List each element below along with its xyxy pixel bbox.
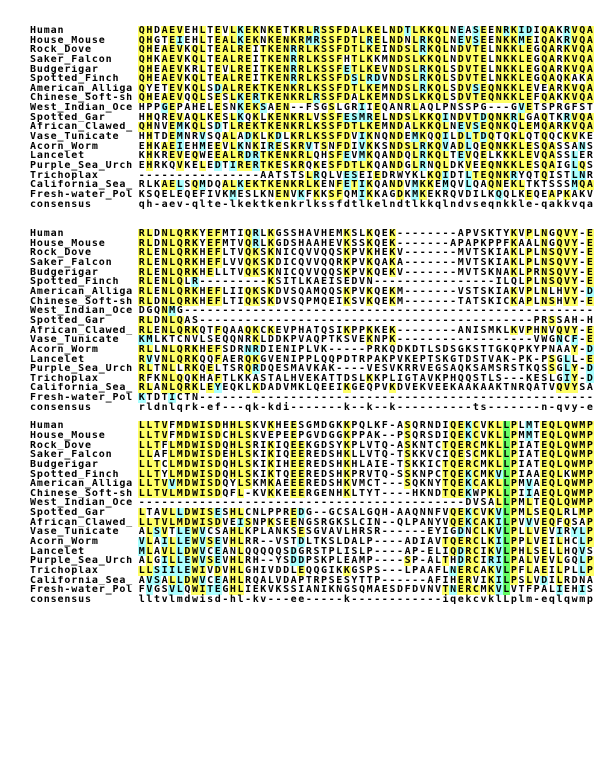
consensus-label: consensus	[30, 594, 92, 605]
species-label: Acorn_Worm	[30, 344, 99, 355]
species-label: Chinese_Soft-sh	[30, 296, 134, 307]
species-label: Spotted_Finch	[30, 74, 120, 84]
sequence: l l t v l m d w i s d - h l - k v - - - e e - - - - - k - - - - - - - - - - - - i q e k c v k l L p l m - e q l q w m p	[138, 593, 593, 605]
sequence: Q H E A E V K Q L T E A L R E I T K E N R R L K S S F D T L K E I N D S L R K Q L N D V T E L N K K L E G Q A R K V Q A	[138, 44, 593, 56]
alignment-block-1	[30, 26, 594, 209]
species-label: California_Sea_	[30, 383, 134, 394]
sequence: R L E N L Q R K H E F L V V Q K S K D I C Q V V Q Q R K P V K Q A K A - - - - - - - M V T S K I A K L P L N S Q V Y - E	[138, 257, 593, 269]
species-label: Chinese_Soft-sh	[30, 488, 134, 499]
sequence: L T A V L L D W I S E S H L C N L P P R E D G - - G C S A L G Q H - A A Q N N F V Q E K C V K V L P M L S E Q L R L M P	[138, 507, 593, 519]
species-label: Fresh-water_Pol	[30, 393, 134, 403]
sequence: V L A I L L E W V S E V H L R R - - V S T D L T K S L D A L P - - - - A D I A V T Q E R C L K I L P P L V E I L H C L P	[138, 536, 593, 548]
species-label: Purple_Sea_Urch	[30, 160, 134, 171]
sequence: R L L N L Q R K H E F S D R N R D I E N I P L V K - - - - - P R K Q D K D T L S D S G K S T T G K Q P K Y P N A A Y - D	[138, 343, 593, 355]
species-label: Budgerigar	[30, 267, 99, 278]
sequence: A V S A L L D W V C E A H L R Q A L V D A P T R P S E S Y T T P - - - - - - A F I H E R V I K I L P S L V D I L R D N A	[138, 574, 593, 586]
sequence: Q H E A E V K R L T E V L R E I T K E N R R L K S S F E T L K E V N D S L R K Q L S D V T E L N K K L E G Q A R K V Q A	[138, 63, 593, 75]
sequence: R L E N L Q R K H E F L T V Q K S K N I C Q V V Q Q S K P V K H E K V - - - - - - - M V T S K I A K L P L N S Q V Y - E	[138, 247, 593, 259]
sequence: D G Q N M G - - - - - - - - - - - - - - - - - - - - - - - - - - - - - - - - - - - - - - - - - - - - - - - - - - - - - -	[138, 305, 593, 317]
consensus-label: consensus	[30, 199, 92, 210]
sequence: R L T N L L R K Q E L T S R Q R D Q E S M A V K A K - - - - V E S V K R R V E G S A Q K S A M S R S T K Q S S G L Y - D	[138, 363, 593, 375]
sequence: L L S I I L E W I V D V H L G H I V D D L E Q Q G I K K G S P S - - - L P A A F L N E R C A K V L P F L A E I L P L L P	[138, 564, 593, 576]
species-label: Rock_Dove	[30, 248, 92, 259]
sequence: Q H E A E V Q Q L S E S L K E R T K E N K R L R S S F D A L K E M N D S L K K Q L S D V T E Q N K K L E F Q A K K V Q A	[138, 92, 593, 104]
consensus-row	[30, 595, 594, 605]
sequence: - - - - - - - - - - - - - - - - A A T S T S L R Q L V E S E I E D R W Y K L K Q I D T L T E Q N K R Y Q T Q I S T L N R	[138, 169, 593, 181]
species-label: West_Indian_Oce	[30, 498, 134, 509]
sequence: Q H D A E V E H L T E V L K E K N K E T K R L R S S F D A L K E L N D T L K K Q L N E A S E E N R K I D I Q A K R V Q A	[138, 25, 593, 36]
species-label: House_Mouse	[30, 430, 106, 441]
sequence: F V G S V L Q W I T E G H L I E K V K S S I A N I K N G S Q M A E S D F D V N V T N E R C M K V L V T F P A L I E H I S	[138, 584, 593, 596]
species-label: Acorn_Worm	[30, 537, 99, 547]
alignment-block-2	[30, 229, 594, 412]
alignment-block-3	[30, 421, 594, 604]
sequence: Q H K A E V K Q L T E A L R E I T K E N R R L K S S F H T L K K M N D S L K K Q L N D V T E L N K K L E G Q A R K V Q A	[138, 53, 593, 65]
species-label: Purple_Sea_Urch	[30, 556, 134, 566]
sequence: E H R K Q V K E L E D T I R E R T K E S K R Q K E S F D T L K Q A N D G L R N Q L D K V E E Q N K K L E S Q A I G L Q S	[138, 159, 593, 171]
sequence: L L T V L M D W I S D V E I S N P K S E E N G S R G K S L C I N - - Q L P A N Y V Q E K C A K I L P V V V E Q F Q S A P	[138, 516, 593, 528]
species-label: Lancelet	[30, 151, 85, 161]
species-label: Saker_Falcon	[30, 54, 113, 65]
sequence: M L A V L L D W V C E A N L Q Q Q Q Q S D G R S T P L I S L P - - - - A P - E L I Q D R C I K V L P H L S E L L H Q V S	[138, 545, 593, 557]
species-label: Lancelet	[30, 354, 85, 365]
sequence: R L D N L Q R K H E F L T I Q K S K D V S Q P M Q E I K S V K Q E K M - - - - - - - T A T S K I C K A P L N S H V Y - E	[138, 295, 593, 307]
species-label: African_Clawed_	[30, 122, 134, 133]
sequence: H H T D E M N R V S Q A L A D K L K D L K R L K S S F D V I K N Q N D E M K Q Q I L D L T D Q T Q K L Q T Q Q C K V K E	[138, 131, 593, 143]
sequence: L L T V V M D W I S D Q Y L S K M K A E E E R E D S H K V M C T - - - S Q K N Y T Q E K C A K L L P M V A E Q L Q W M P	[138, 478, 593, 490]
sequence: R V V N L Q R K Q Q F A E R Q K G V E N I P P L Q Q P D T R P A K P V K E P T S K G T D S T V A K - P K - P S G L L - E	[138, 353, 593, 365]
consensus-row	[30, 200, 594, 210]
species-label: African_Clawed_	[30, 517, 134, 528]
sequence: R L D N L Q R K Y E F M T I Q R L K G S S H A V H E M K S L K Q E K - - - - - - - - A P V S K T Y K V P L N G Q V Y - E	[138, 228, 593, 240]
species-label: Saker_Falcon	[30, 450, 113, 460]
species-label: Fresh-water_Pol	[30, 189, 134, 200]
species-label: Human	[30, 26, 65, 36]
sequence: H H Q R E V A Q L K E S L K Q K L K E N K R L V S S F E S M R E L N D S L K K Q I N D V T D Q N K R L G A Q T K R V Q A	[138, 111, 593, 123]
sequence: K T D T I C T N - - - - - - - - - - - - - - - - - - - - - - - - - - - - - - - - - - - - - - - - - - - - - - - - - - - -	[138, 392, 593, 404]
sequence: L L T V F M D W I S D H H L S K V K H E E S G M D G K K P Q L K F - A S Q R N D I Q E K C V K L L P L M T E Q L Q W M P	[138, 420, 593, 432]
sequence: H P P G E P A H E L E S N K E K S A E N - - F S G S L G R I I E Q A N R L A Q L P N S S P G - - - G V E T S P R G F S T	[138, 102, 593, 114]
species-label: American_Alliga	[30, 287, 134, 297]
species-label: California_Sea_	[30, 180, 134, 190]
species-label: Spotted_Gar	[30, 112, 106, 123]
sequence: r l d n l q r k - e f - - - q k - k d i - - - - - - - k - - k - - k - - - - - - - - - - t s - - - - - - - n - q v y - e	[138, 401, 593, 413]
sequence: L L T Y L M D W I S D Q H L S K I K T Q E E R E D S H K P R V T Q - S S K N P C T Q E K C M K V L P I A A E Q L K W M P	[138, 468, 593, 480]
sequence: E H K A E I E H M E E V L K N K I R E S K R V T S N F D I V K K S N D S L R K Q V A D L Q E Q N K K L E S Q A S S A N S	[138, 140, 593, 152]
sequence: R L E N L Q R K H E F L I I Q K S K D V S Q A M Q Q S K P V K Q E K M - - - - - - - V S T S K I A K V P L N L H V Y - D	[138, 286, 593, 298]
sequence: - - - - - - - - - - - - - - - - - - - - - - - - - - - - - - - - - - - - - - - - - - - D V S A L L P M L T E Q L Q W M P	[138, 497, 593, 509]
sequence: R L E N L Q L R - - - - - - - - - K S I T L K A E I S E D V N - - - - - - - - - - - - - - - - I L Q L P L N S Q V Y - E	[138, 276, 593, 288]
species-label: Fresh-water_Pol	[30, 585, 134, 595]
species-label: Budgerigar	[30, 64, 99, 75]
sequence: R L K A E L S Q M D Q A L K E K T K E N K R L K E N F E T I K Q A N D V M K K E M Q V L Q A Q N E K L T K T S S S M Q A	[138, 179, 593, 191]
sequence: L L T V F M D W I S D C H L S K V E P E E P G V D G G K P P A K - - P S Q R S D I Q E K C V K L L P M M T E Q L Q W M P	[138, 429, 593, 441]
species-label: Spotted_Gar	[30, 508, 106, 518]
species-label: Trichoplax	[30, 373, 99, 384]
species-label: Purple_Sea_Urch	[30, 364, 134, 374]
species-label: Rock_Dove	[30, 45, 92, 55]
species-label: Budgerigar	[30, 459, 99, 470]
species-label: Trichoplax	[30, 565, 99, 576]
species-label: American_Alliga	[30, 83, 134, 94]
sequence: K H K R E V E Q W E E A L R D R T K E N K R L Q H S F E V M K Q A N D Q L R K Q L T E V Q E L K K K L E V Q A S S L E R	[138, 150, 593, 162]
sequence: R L D N L Q A S - - - - - - - - - - - - - - - - - - - - - - - - - - - - - - - - - - - - - - - - - - - - P R S S A H - H	[138, 314, 593, 326]
species-label: Trichoplax	[30, 170, 99, 181]
species-label: Vase_Tunicate	[30, 335, 120, 345]
species-label: Spotted_Finch	[30, 277, 120, 288]
species-label: West_Indian_Oce	[30, 306, 134, 316]
sequence: K S Q E L E Q E F I V K M E S L K N E N V K F K K S F Q M I K K A G D K M K E K R Q V D I L K Q Q L K E Q E A P K A K V	[138, 188, 593, 200]
species-label: Human	[30, 421, 65, 431]
species-label: Chinese_Soft-sh	[30, 93, 134, 104]
species-label: California_Sea_	[30, 575, 134, 586]
species-label: West_Indian_Oce	[30, 103, 134, 113]
sequence: R L E N L Q R K H E L L T V Q K S K N I C Q V V Q Q S K P V K Q E K V - - - - - - - M V T S K N A K L P R N S Q V Y - E	[138, 266, 593, 278]
species-label: Spotted_Gar	[30, 315, 106, 326]
species-label: Acorn_Worm	[30, 141, 99, 152]
species-label: American_Alliga	[30, 479, 134, 489]
species-label: Vase_Tunicate	[30, 132, 120, 142]
sequence: L L T F L M D W I S D Q H L S R I K I Q E E K G D S Y K P L V T Q - A S K N T C T Q E R C M K L L P I A T E Q L Q W M P	[138, 439, 593, 451]
sequence: Q H N V E M K Q L S D T L R E K T K E N K R L K S S F D T L K E M N D A L K K Q L N E V S E Q N K Q L E M Q A R K V Q A	[138, 121, 593, 133]
species-label: Human	[30, 229, 65, 239]
species-label: House_Mouse	[30, 238, 106, 249]
species-label: House_Mouse	[30, 35, 106, 46]
sequence: R L A N L Q R K L E Y E Q K L K D A D V M K L Q E E I K G E Q P V K D V E K V E E K A A K A A K T N R Q A T V Q V Y S A	[138, 382, 593, 394]
species-label: Vase_Tunicate	[30, 527, 120, 538]
species-label: Spotted_Finch	[30, 469, 120, 480]
sequence: A L G I L L E W V S E V H L R H - - Y S D D P S K P L E A M P - - - - S P - A L T H D R C I R I L P A L V E V L G Q L P	[138, 555, 593, 567]
consensus-label: consensus	[30, 402, 92, 413]
sequence: A L S V T L E W V C S A H L K P L A N K S E S G V A V L H R S R - - - - - - E Y I G D N C L K V L P L L V E V I R Y L P	[138, 526, 593, 538]
species-label: Lancelet	[30, 546, 85, 557]
sequence: K M L K T C N V L S E Q Q N R K L D D K P V A Q P T K S V E K N P K - - - - - - - - - - - - - - - - - - V W G N C F - E	[138, 334, 593, 346]
sequence: Q H G T E I E H L T E A L K E K N K E N K R M R S S F D T L R E L N D N L R K Q L N E V S E E N K K M E I Q A K R V Q A	[138, 34, 593, 46]
sequence: q h - a e v - q l t e - l k e k t k e n k r l k s s f d t l k e l n d t l k k q l n d v s e q n k k l e - q a k k v q a	[138, 198, 593, 210]
species-label: African_Clawed_	[30, 325, 134, 336]
sequence: R L D N L Q R K Y E F M T V Q R L K G D S H A A H E V K S S K Q E K - - - - - - - A P A P K P P F K A A L N G Q V Y - E	[138, 237, 593, 249]
sequence: Q Y E T E V K Q L S D A L R E K T K E N K R L K S S F D T L K E M N D S L R K Q L S D V S E Q N K K L E V E A R K V Q A	[138, 82, 593, 94]
sequence: R F K N L Q Q K H A F T L K K A S T A L H V E K A T T D S L K K P L I G T A V K P H Q Q S T L S - - - K E S L G I Y - D	[138, 372, 593, 384]
sequence: Q H E A E V K Q L T E A L R E I T K E N R R L K S S F D S L R D V N D S L R K Q L S D V T E L N K K L E G Q A Q K A K A	[138, 73, 593, 85]
alignment	[30, 26, 594, 625]
sequence: L L A F L M D W I S D E H L S K I K I Q E E R E D S H K L L V T Q - T S K K V C I Q E S C M K L L P I A T E Q L Q W M P	[138, 449, 593, 461]
sequence: R L E N L Q R K Q T F Q A A Q K C K E V P H A T Q S I K P P K K E K - - - - - - - - A N I S M K L K V P H N V Q V Y - E	[138, 324, 593, 336]
sequence: L L T C L M D W I S D Q H L S K I K I H E E R E D S H K H L A I E - T S K K I C T Q E R C M K L L P I A T E Q L Q W M P	[138, 458, 593, 470]
species-label: Rock_Dove	[30, 440, 92, 451]
species-label: Saker_Falcon	[30, 258, 113, 268]
sequence: L L T V L M D W I S D Q F L - K V K K E E E R G E N H K L T Y T - - - - H K N D T Q E K W P K L L P I I A E Q L Q W M P	[138, 487, 593, 499]
consensus-row	[30, 403, 594, 413]
